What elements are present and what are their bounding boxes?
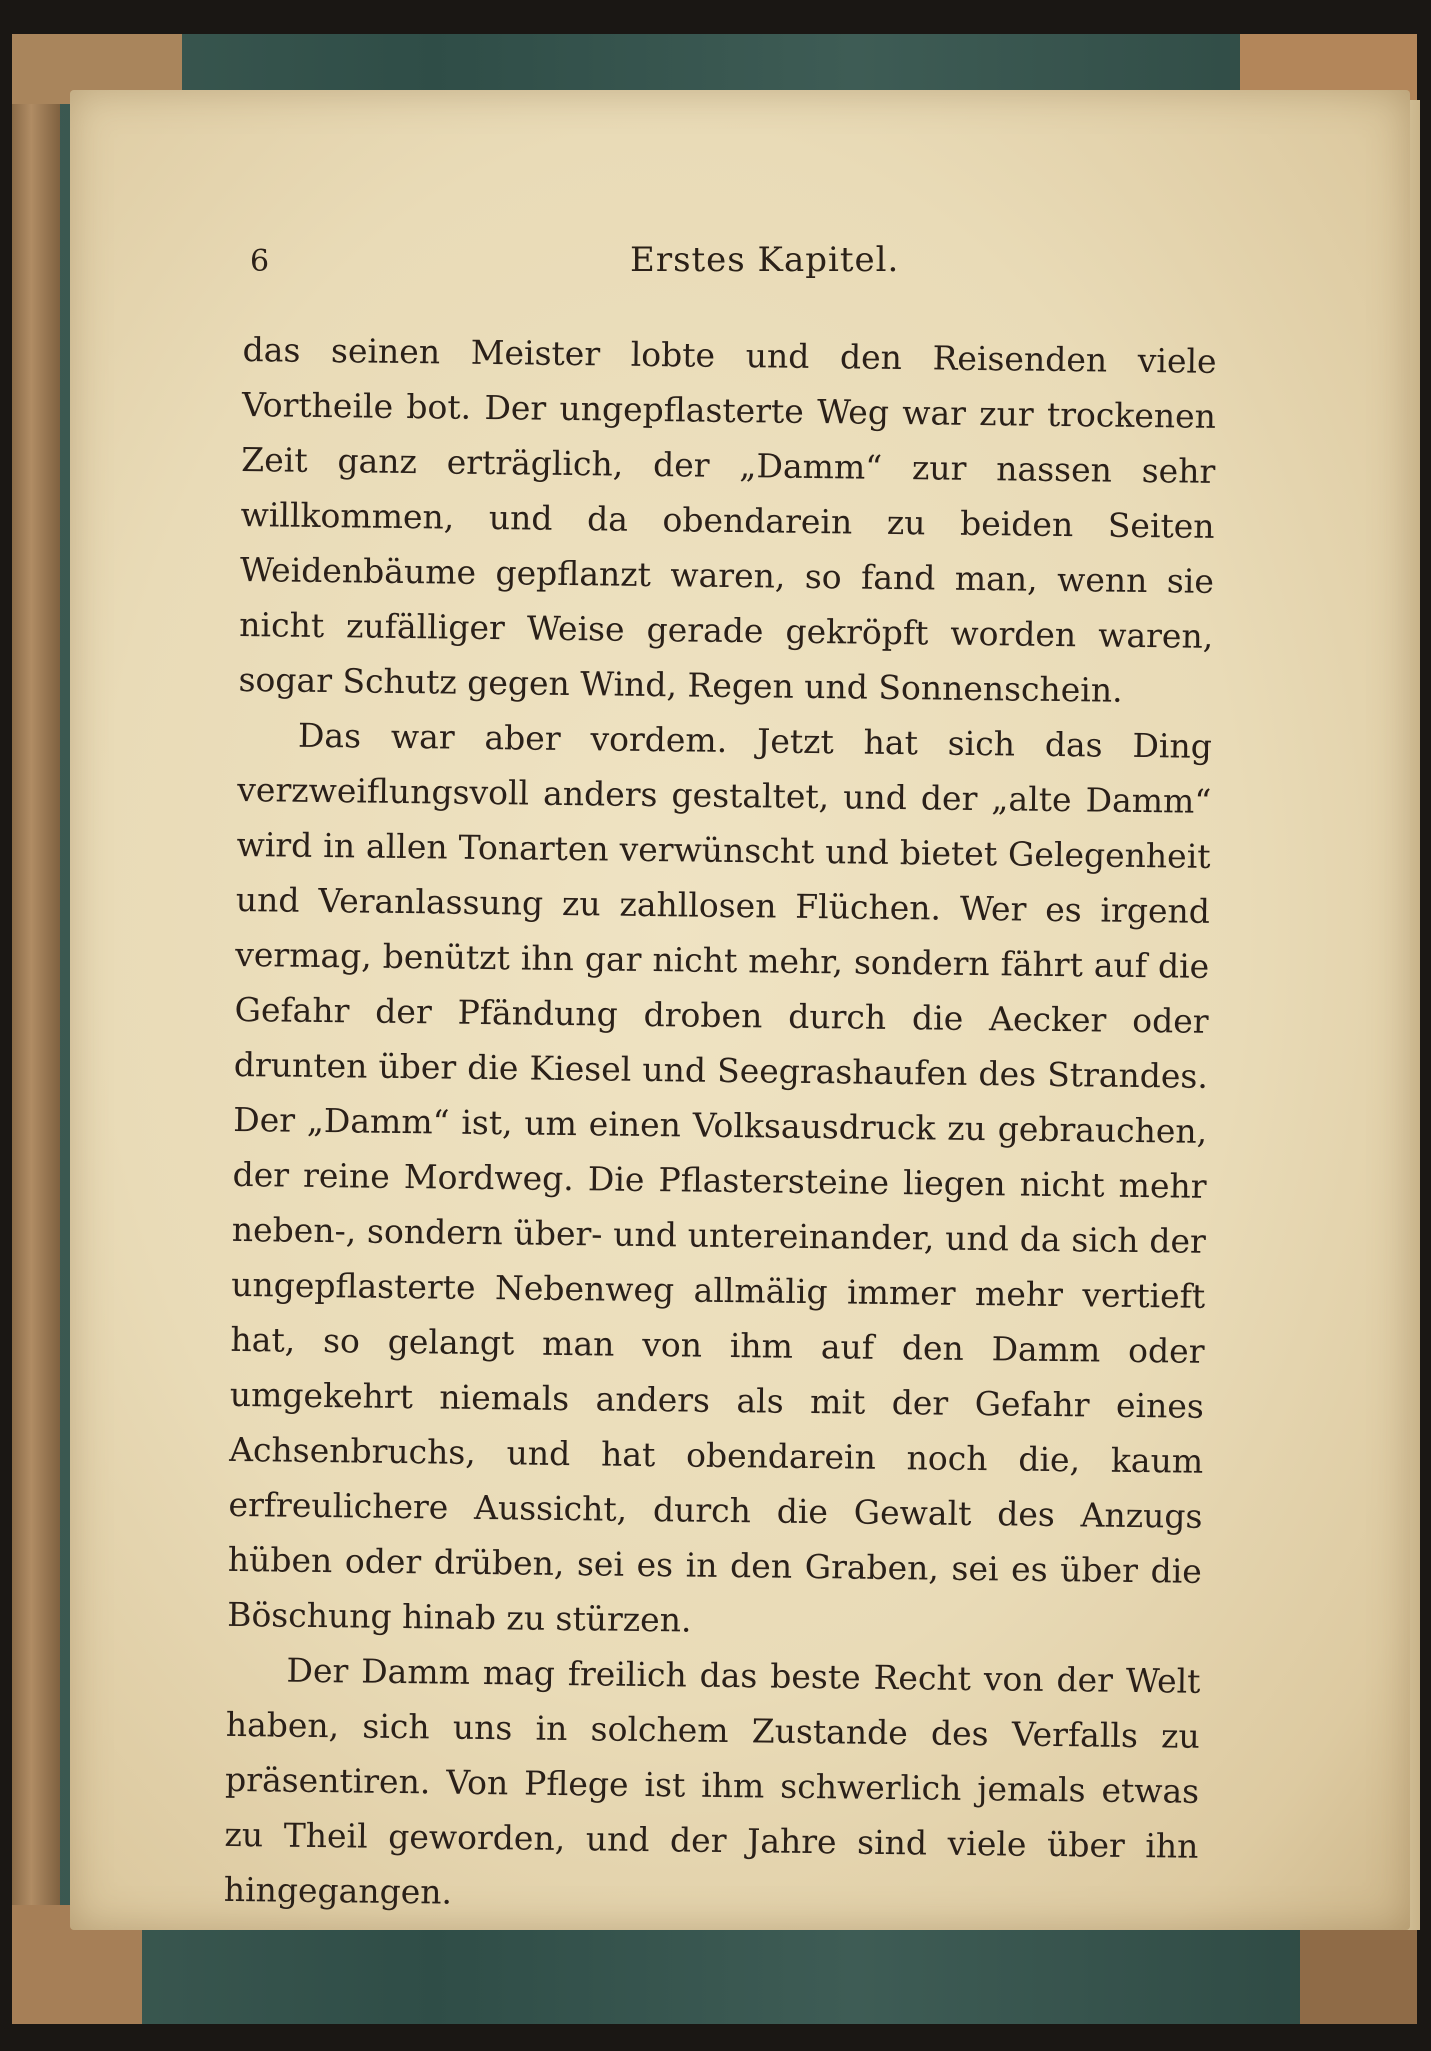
paragraph: das seinen Meister lobte und den Reisenden viele Vortheile bot. Der ungepflasterte Weg war zur trockenen Zeit ganz erträglich, der „Damm“ zur nassen sehr willkommen, und da obendarein zu beiden Seiten Weidenbäume gepflanzt waren, so fand man, wenn sie nicht zufälliger Weise gerade gekröpft worden waren, sogar Schutz gegen Wind, Regen und Sonnenschein. xyxy=(238,329,1217,710)
page-number: 6 xyxy=(250,244,270,279)
paragraph: Der Damm mag freilich das beste Recht von der Welt haben, sich uns in solchem Zustande des Verfalls zu präsentiren. Von Pflege ist ihm schwerlich jemals etwas zu Theil geworden, und der Jahre sind viele über ihn hingegangen. xyxy=(223,1650,1201,1912)
paragraph: Das war aber vordem. Jetzt hat sich das Ding verzweiflungsvoll anders gestaltet, und der „alte Damm“ wird in allen Tonarten verwünscht und bietet Gelegenheit und Veranlassung zu zahllosen Flüchen. Wer es irgend vermag, benützt ihn gar nicht mehr, sondern fährt auf die Gefahr der Pfändung droben durch die Aecker oder drunten über die Kiesel und Seegrashaufen des Strandes. Der „Damm“ ist, um einen Volksausdruck zu gebrauchen, der reine Mordweg. Die Pflastersteine liegen nicht mehr neben-, sondern über- und untereinander, und da sich der ungepflasterte Nebenweg allmälig immer mehr vertieft hat, so gelangt man von ihm auf den Damm oder umgekehrt niemals anders als mit der Gefahr eines Achsenbruchs, und hat obendarein noch die, kaum erfreulichere Aussicht, durch die Gewalt des Anzugs hüben oder drüben, sei es in den Graben, sei es über die Böschung hinab zu stürzen. xyxy=(226,715,1213,1640)
cover-corner-bottom-right xyxy=(1300,1930,1417,2024)
body-text xyxy=(223,322,1217,1912)
page-header xyxy=(250,240,1210,300)
running-head: Erstes Kapitel. xyxy=(630,240,900,280)
cover-spine-edge xyxy=(12,34,60,2024)
